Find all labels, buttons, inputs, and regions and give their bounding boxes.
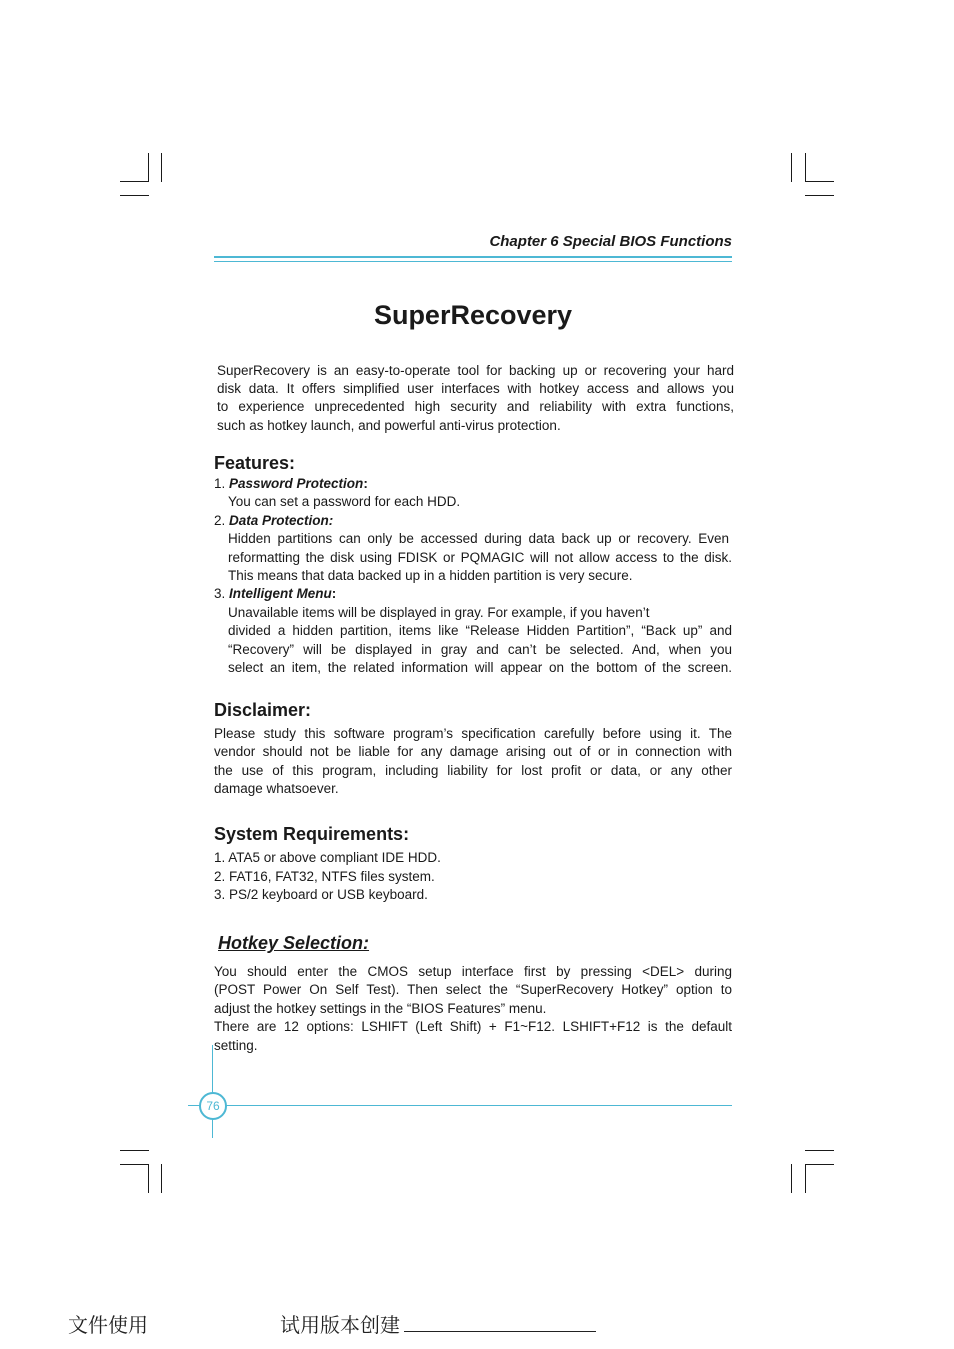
- disclaimer-line: vendor should not be liable for any damage arising out of or in connection with: [214, 744, 732, 759]
- feature-text: reformatting the disk using FDISK or PQMAGIC will not allow access to the disk.: [228, 550, 732, 565]
- feature-item-label: [214, 475, 368, 494]
- requirement-item: 2. FAT16, FAT32, NTFS files system.: [214, 869, 435, 884]
- disclaimer-line: damage whatsoever.: [214, 781, 339, 796]
- feature-text: “Recovery” will be displayed in gray and can’t be selected. And, when you: [228, 642, 732, 657]
- hotkey-line: You should enter the CMOS setup interface first by pressing <DEL> during: [214, 964, 732, 979]
- page-title: SuperRecovery: [373, 300, 573, 330]
- feature-text: This means that data backed up in a hidden partition is very secure.: [228, 568, 633, 583]
- feature-number: 2.: [214, 513, 230, 528]
- feature-name: Intelligent Menu: [229, 586, 332, 601]
- hotkey-line: (POST Power On Self Test). Then select the “SuperRecovery Hotkey” option to: [214, 982, 732, 997]
- intro-line: to experience unprecedented high security and reliability with extra functions,: [217, 399, 734, 414]
- intro-line: SuperRecovery is an easy-to-operate tool for backing up or recovering your hard: [217, 363, 734, 378]
- feature-text: Unavailable items will be displayed in gray. For example, if you haven’t: [228, 605, 650, 620]
- feature-name: Data Protection:: [229, 513, 334, 528]
- hotkey-line: There are 12 options: LSHIFT (Left Shift) + F1~F12. LSHIFT+F12 is the default: [214, 1019, 732, 1034]
- hotkey-heading: Hotkey Selection:: [218, 933, 370, 953]
- chapter-header: Chapter 6 Special BIOS Functions: [489, 233, 732, 250]
- feature-number: 3.: [214, 586, 230, 601]
- page-number: 76: [199, 1092, 227, 1120]
- feature-text: divided a hidden partition, items like “Release Hidden Partition”, “Back up” and: [228, 623, 732, 638]
- requirement-item: 1. ATA5 or above compliant IDE HDD.: [214, 850, 441, 865]
- requirements-heading: System Requirements:: [214, 824, 410, 844]
- header-rule: [214, 256, 732, 258]
- feature-number: 1.: [214, 476, 230, 491]
- disclaimer-heading: Disclaimer:: [214, 700, 312, 720]
- footer-rule: [188, 1105, 732, 1106]
- hotkey-line: setting.: [214, 1038, 258, 1053]
- requirement-item: 3. PS/2 keyboard or USB keyboard.: [214, 887, 428, 902]
- feature-text: Hidden partitions can only be accessed during data back up or recovery. Even: [228, 531, 730, 546]
- feature-text: You can set a password for each HDD.: [228, 494, 461, 509]
- feature-text: select an item, the related information will appear on the bottom of the screen.: [228, 660, 732, 675]
- intro-line: such as hotkey launch, and powerful anti-virus protection.: [217, 418, 561, 433]
- footer-underline: [404, 1331, 596, 1332]
- feature-colon: :: [331, 586, 337, 601]
- features-heading: Features:: [214, 453, 296, 473]
- feature-item-label: [214, 585, 336, 604]
- header-rule-thin: [214, 261, 732, 262]
- footer-left-text: 文件使用: [68, 1313, 148, 1337]
- feature-item-label: [214, 512, 333, 531]
- disclaimer-line: Please study this software program’s specification carefully before using it. The: [214, 726, 732, 741]
- disclaimer-line: the use of this program, including liability for lost profit or data, or any other: [214, 763, 732, 778]
- hotkey-line: adjust the hotkey settings in the “BIOS Features” menu.: [214, 1001, 547, 1016]
- intro-line: disk data. It offers simplified user interfaces with hotkey access and allows you: [217, 381, 734, 396]
- feature-name: Password Protection: [229, 476, 364, 491]
- footer-right-text: 试用版本创建: [280, 1313, 400, 1337]
- feature-colon: :: [363, 476, 368, 491]
